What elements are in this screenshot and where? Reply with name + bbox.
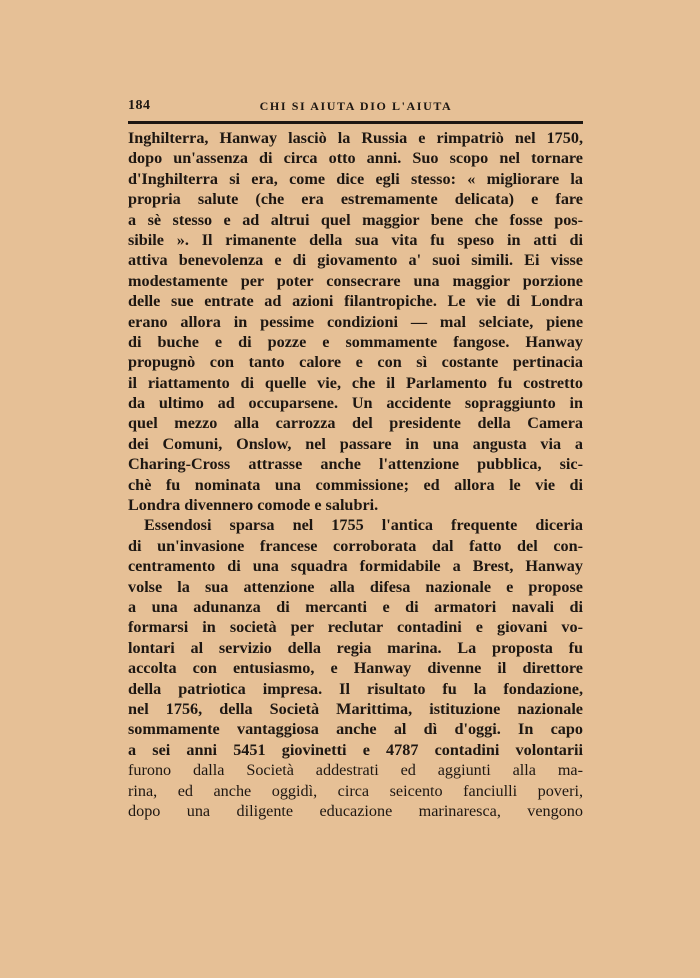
text-line: a una adunanza di mercanti e di armatori navali di [128, 597, 583, 616]
paragraph-2 [128, 515, 583, 821]
page-header [128, 98, 584, 118]
text-line: furono dalla Società addestrati ed aggiunti alla ma- [128, 761, 583, 780]
text-line: nel 1756, della Società Marittima, istituzione nazionale [128, 699, 583, 718]
paragraph-1 [128, 128, 583, 515]
text-line: lontari al servizio della regia marina. La proposta fu [128, 638, 583, 657]
text-line: di un'invasione francese corroborata dal fatto del con- [128, 536, 583, 555]
text-line: Charing-Cross attrasse anche l'attenzione pubblica, sic- [128, 455, 583, 474]
text-line: a sei anni 5451 giovinetti e 4787 contadini volontarii [128, 740, 583, 759]
text-line: a sè stesso e ad altrui quel maggior bene che fosse pos- [128, 210, 583, 229]
text-line: Londra divennero comode e salubri. [128, 496, 379, 515]
text-line: centramento di una squadra formidabile a Brest, Hanway [128, 557, 583, 576]
text-line: d'Inghilterra si era, come dice egli stesso: « migliorare la [128, 169, 583, 188]
text-line: rina, ed anche oggidì, circa seicento fanciulli poveri, [128, 781, 583, 800]
text-line: erano allora in pessime condizioni — mal selciate, piene [128, 312, 583, 331]
text-line: propria salute (che era estremamente delicata) e fare [128, 190, 583, 209]
text-line: Inghilterra, Hanway lasciò la Russia e rimpatriò nel 1750, [128, 129, 583, 147]
text-line: volse la sua attenzione alla difesa nazionale e propose [128, 577, 583, 596]
text-line: modestamente per poter consecrare una maggior porzione [128, 271, 583, 290]
running-title: CHI SI AIUTA DIO L'AIUTA [259, 99, 453, 113]
text-line: chè fu nominata una commissione; ed allora le vie di [128, 475, 583, 494]
text-line: da ultimo ad occuparsene. Un accidente sopraggiunto in [128, 394, 583, 413]
text-line: quel mezzo alla carrozza del presidente della Camera [128, 414, 583, 433]
header-rule [128, 121, 583, 124]
text-line: della patriotica impresa. Il risultato fu la fondazione, [128, 679, 583, 698]
text-line: di buche e di pozze e sommamente fangose. Hanway [128, 332, 583, 351]
text-line: attiva benevolenza e di giovamento a' suoi simili. Ei visse [128, 251, 583, 270]
text-line: sommamente vantaggiosa anche al dì d'oggi. In capo [128, 720, 583, 739]
text-line: dopo un'assenza di circa otto anni. Suo scopo nel tornare [128, 149, 583, 168]
text-line: dopo una diligente educazione marinaresca, vengono [128, 801, 583, 820]
text-line: sibile ». Il rimanente della sua vita fu speso in atti di [128, 230, 583, 249]
text-line: propugnò con tanto calore e con sì costante pertinacia [128, 353, 583, 372]
text-line: delle sue entrate ad azioni filantropiche. Le vie di Londra [128, 292, 583, 311]
text-line: accolta con entusiasmo, e Hanway divenne il direttore [128, 659, 583, 678]
text-line: dei Comuni, Onslow, nel passare in una angusta via a [128, 434, 583, 453]
body-text [128, 128, 583, 821]
page-number: 184 [128, 98, 151, 113]
text-line: Essendosi sparsa nel 1755 l'antica frequente diceria [144, 516, 583, 535]
text-line: formarsi in società per reclutar contadini e giovani vo- [128, 618, 583, 637]
text-line: il riattamento di quelle vie, che il Parlamento fu costretto [128, 373, 583, 392]
